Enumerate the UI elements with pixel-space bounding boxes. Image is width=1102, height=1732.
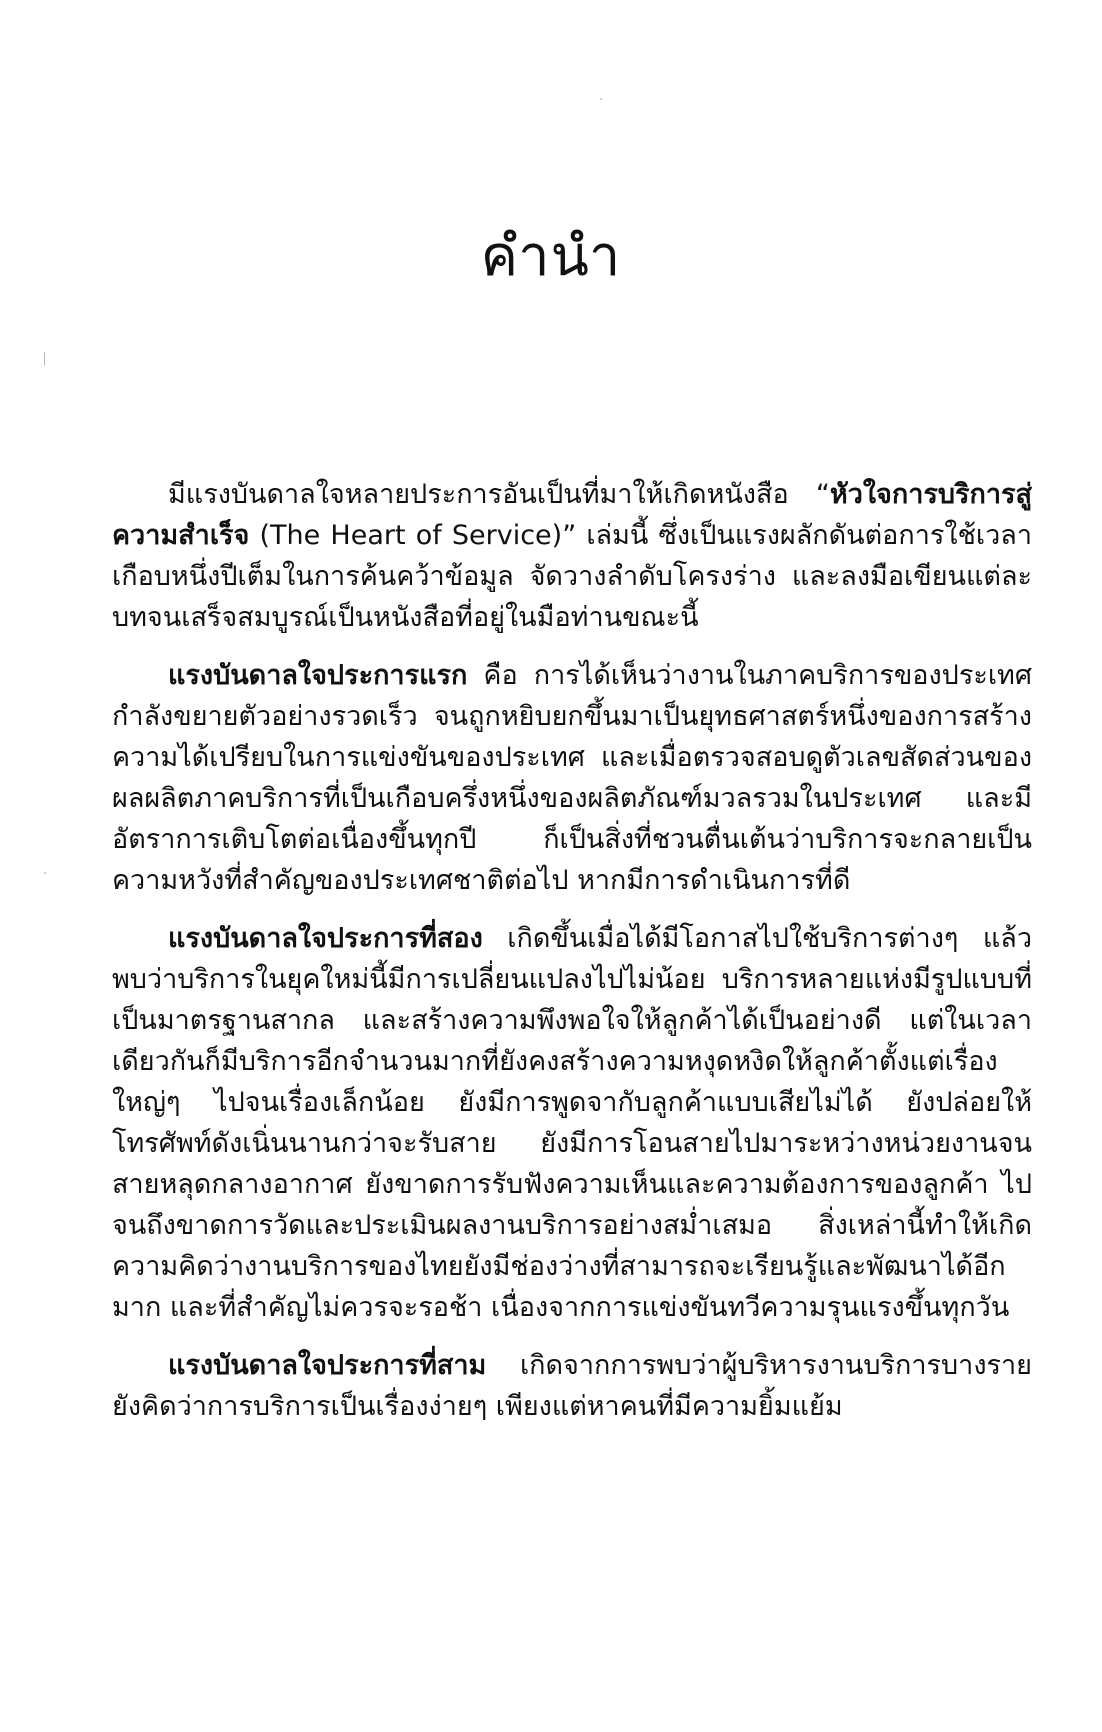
paragraph-text: (The Heart of Service)” เล่มนี้ ซึ่งเป็นแรงผลักดันต่อการใช้เวลาเกือบหนึ่งปีเต็มในการค้นคว้าข้อมูล จัดวางลำดับโครงร่าง และลงมือเขียนแต่ละบทจนเสร็จสมบูรณ์เป็นหนังสือที่อยู่ในมือท่านขณะนี้	[112, 520, 1032, 633]
paragraph-third-inspiration	[112, 1345, 1032, 1427]
paragraph-first-inspiration	[112, 655, 1032, 901]
paragraph-text: เกิดจากการพบว่าผู้บริหารงานบริการบางรายยังคิดว่าการบริการเป็นเรื่องง่ายๆ เพียงแต่หาคนที่มีความยิ้มแย้ม	[112, 1350, 1032, 1422]
scan-speck	[600, 98, 602, 100]
paragraph-lead: แรงบันดาลใจประการแรก	[168, 660, 468, 691]
preface-body	[112, 474, 1032, 1427]
page-title: คำนำ	[480, 224, 622, 289]
scan-speck	[44, 872, 46, 874]
paragraph-text: มีแรงบันดาลใจหลายประการอันเป็นที่มาให้เกิดหนังสือ “	[168, 479, 830, 510]
paragraph-lead: แรงบันดาลใจประการที่สอง	[168, 923, 483, 954]
paragraph-text: คือ การได้เห็นว่างานในภาคบริการของประเทศกำลังขยายตัวอย่างรวดเร็ว จนถูกหยิบยกขึ้นมาเป็นยุทธศาสตร์หนึ่งของการสร้างความได้เปรียบในการแข่งขันของประเทศ และเมื่อตรวจสอบดูตัวเลขสัดส่วนของผลผลิตภาคบริการที่เป็นเกือบครึ่งหนึ่งของผลิตภัณฑ์มวลรวมในประเทศ และมีอัตราการเติบโตต่อเนื่องขึ้นทุกปี ก็เป็นสิ่งที่ชวนตื่นเต้นว่าบริการจะกลายเป็นความหวังที่สำคัญของประเทศชาติต่อไป หากมีการดำเนินการที่ดี	[112, 660, 1032, 896]
paragraph-second-inspiration	[112, 918, 1032, 1328]
paragraph-intro	[112, 474, 1032, 638]
scan-speck	[44, 352, 45, 366]
book-title-thai: หัวใจการบริการสู่ความสำเร็จ	[112, 479, 1032, 551]
paragraph-lead: แรงบันดาลใจประการที่สาม	[168, 1350, 487, 1381]
paragraph-text: เกิดขึ้นเมื่อได้มีโอกาสไปใช้บริการต่างๆ แล้วพบว่าบริการในยุคใหม่นี้มีการเปลี่ยนแปลงไปไม่น้อย บริการหลายแห่งมีรูปแบบที่เป็นมาตรฐานสากล และสร้างความพึงพอใจให้ลูกค้าได้เป็นอย่างดี แต่ในเวลาเดียวกันก็มีบริการอีกจำนวนมากที่ยังคงสร้างความหงุดหงิดให้ลูกค้าตั้งแต่เรื่องใหญ่ๆ ไปจนเรื่องเล็กน้อย ยังมีการพูดจากับลูกค้าแบบเสียไม่ได้ ยังปล่อยให้โทรศัพท์ดังเนิ่นนานกว่าจะรับสาย ยังมีการโอนสายไปมาระหว่างหน่วยงานจนสายหลุดกลางอากาศ ยังขาดการรับฟังความเห็นและความต้องการของลูกค้า ไปจนถึงขาดการวัดและประเมินผลงานบริการอย่างสม่ำเสมอ สิ่งเหล่านี้ทำให้เกิดความคิดว่างานบริการของไทยยังมีช่องว่างที่สามารถจะเรียนรู้และพัฒนาได้อีกมาก และที่สำคัญไม่ควรจะรอช้า เนื่องจากการแข่งขันทวีความรุนแรงขึ้นทุกวัน	[112, 923, 1032, 1323]
